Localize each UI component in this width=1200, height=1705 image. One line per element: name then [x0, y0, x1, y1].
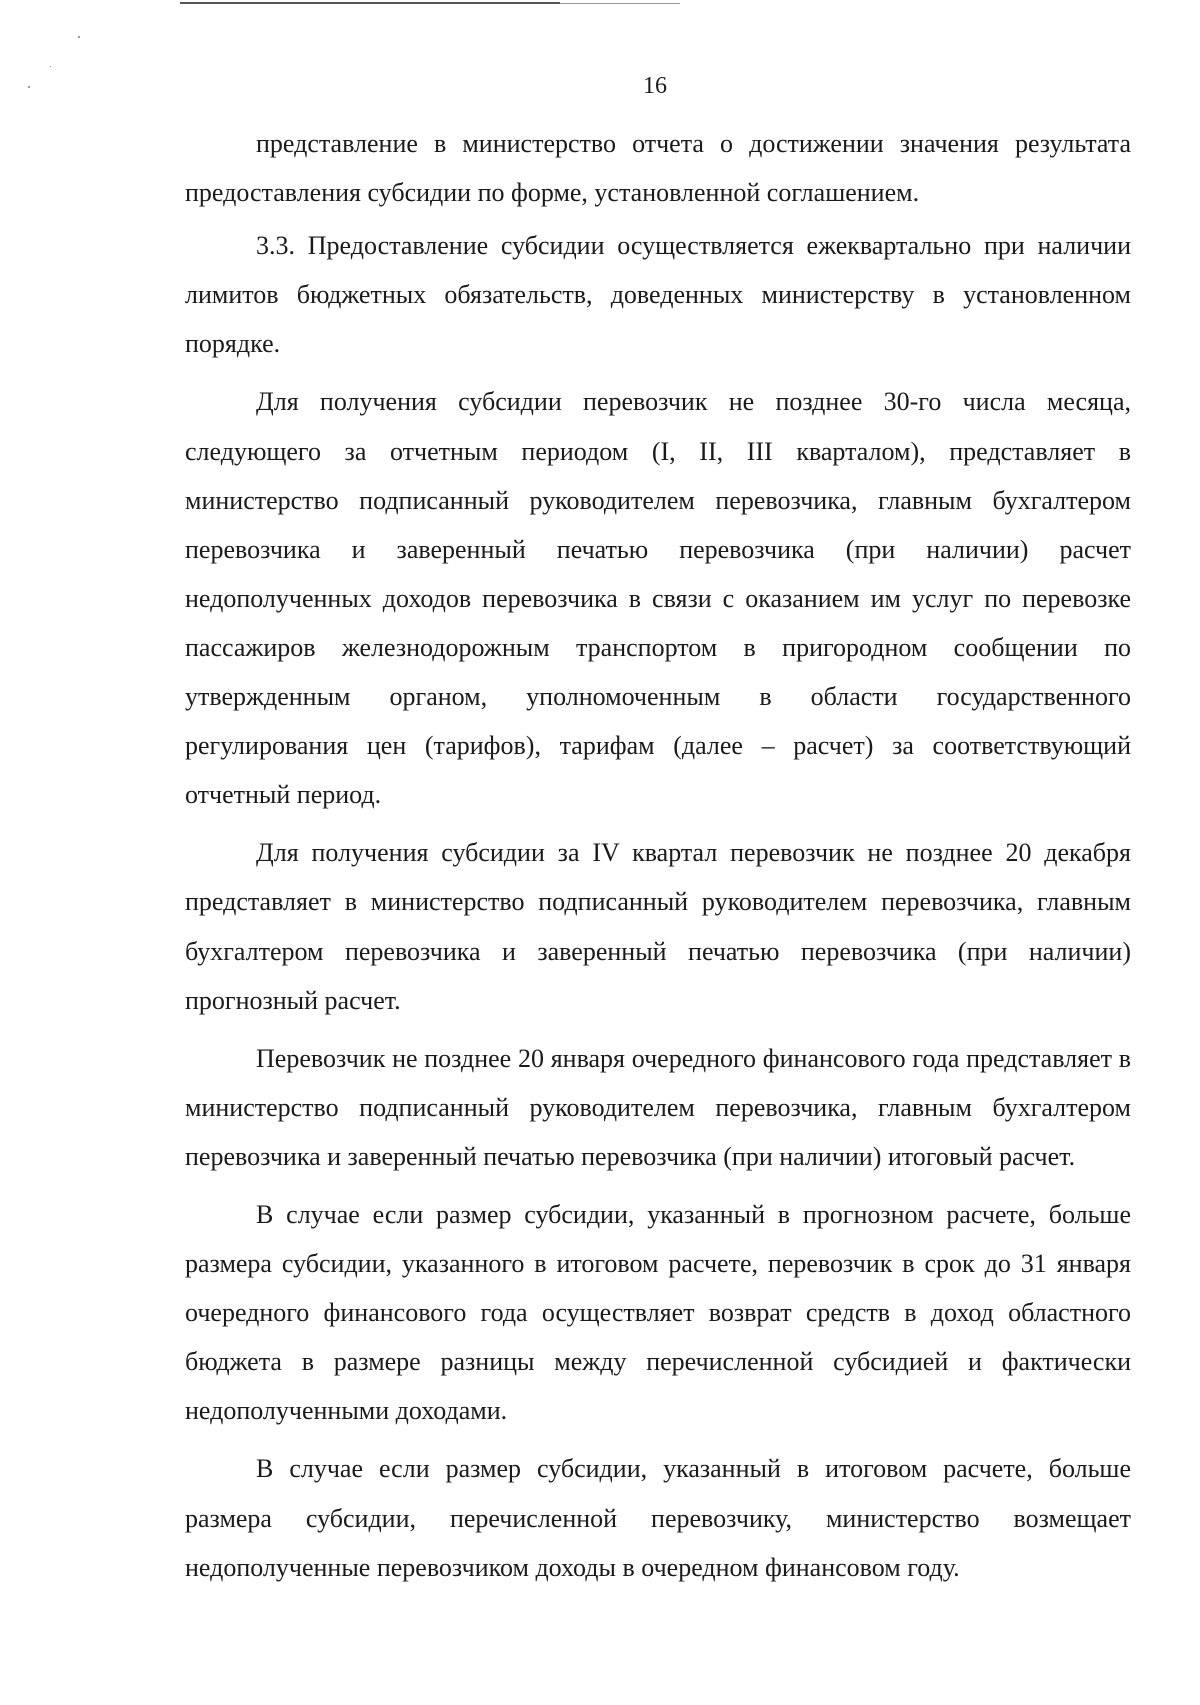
paragraph: представление в министерство отчета о достижении значения результата предоставления субсидии по форме, установленной соглашением. [185, 129, 1131, 208]
paragraph: Для получения субсидии перевозчик не позднее 30-го числа месяца, следующего за отчетным периодом (I, II, III кварталом), представляет в министерство подписанный руководителем перевозчика, главным бухгалтером перевозчика и заверенный печатью перевозчика (при наличии) расчет недополученных доходов перевозчика в связи с оказанием им услуг по перевозке пассажиров железнодорожным транспортом в пригородном сообщении по утвержденным органом, уполномоченным в области государственного регулирования цен (тарифов), тарифам (далее – расчет) за соответствующий отчетный период. [185, 387, 1131, 810]
scan-speck [78, 36, 80, 38]
paragraph: В случае если размер субсидии, указанный в прогнозном расчете, больше размера субсидии, указанного в итоговом расчете, перевозчик в срок до 31 января очередного финансового года осуществляет возврат средств в доход областного бюджета в размере разницы между перечисленной субсидией и фактически недополученными доходами. [185, 1199, 1131, 1426]
paragraph: 3.3. Предоставление субсидии осуществляется ежеквартально при наличии лимитов бюджетных обязательств, доведенных министерству в установленном порядке. [185, 231, 1131, 359]
scan-edge-line [180, 2, 560, 4]
document-body [185, 119, 1131, 1592]
paragraph: Перевозчик не позднее 20 января очередного финансового года представляет в министерство подписанный руководителем перевозчика, главным бухгалтером перевозчика и заверенный печатью перевозчика (при наличии) итоговый расчет. [185, 1043, 1131, 1171]
page-number: 16 [643, 73, 667, 99]
scan-edge-line-faint [560, 3, 680, 4]
paragraph: Для получения субсидии за IV квартал перевозчик не позднее 20 декабря представляет в министерство подписанный руководителем перевозчика, главным бухгалтером перевозчика и заверенный печатью перевозчика (при наличии) прогнозный расчет. [185, 838, 1131, 1015]
paragraph: В случае если размер субсидии, указанный в итоговом расчете, больше размера субсидии, перечисленной перевозчику, министерство возмещает недополученные перевозчиком доходы в очередном финансовом году. [185, 1454, 1131, 1582]
scan-speck [50, 66, 51, 67]
